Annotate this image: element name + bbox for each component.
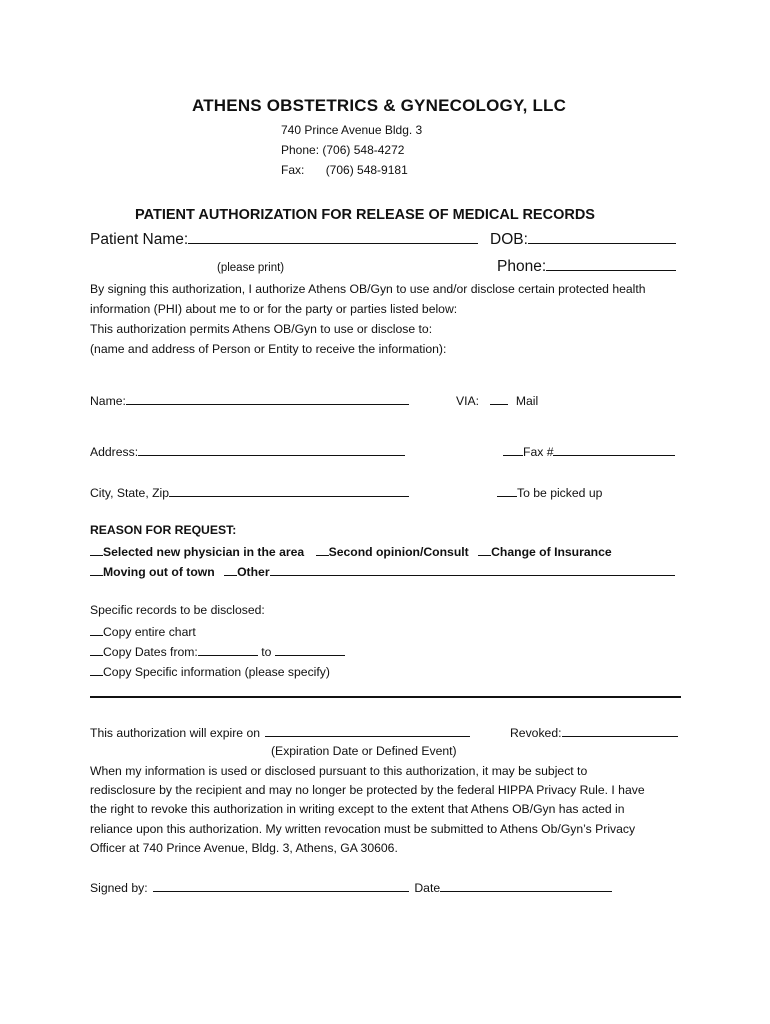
patient-name-row <box>90 231 478 249</box>
recipient-name-field[interactable] <box>126 392 409 405</box>
copy-dates-label: Copy Dates from: <box>103 645 198 659</box>
notice-line-4: reliance upon this authorization. My written revocation must be submitted to Athens Ob/Gyn’s Privacy <box>90 822 636 836</box>
reason-other-label: Other <box>237 565 270 579</box>
city-state-zip-field[interactable] <box>169 484 409 497</box>
copy-specific-label: Copy Specific information (please specify) <box>103 665 330 679</box>
recipient-address-label: Address: <box>90 445 139 459</box>
reason-moving-label: Moving out of town <box>103 565 215 579</box>
phone-line: Phone: (706) 548-4272 <box>281 143 405 157</box>
via-row <box>456 392 538 408</box>
records-row-2 <box>90 643 345 659</box>
records-row-1 <box>90 623 196 639</box>
fax-number: (706) 548-9181 <box>325 163 408 177</box>
notice-line-5: Officer at 740 Prince Avenue, Bldg. 3, Athens, GA 30606. <box>90 841 398 855</box>
notice-line-1: When my information is used or disclosed pursuant to this authorization, it may be subject to <box>90 764 588 778</box>
signature-row <box>90 879 612 895</box>
signed-by-label: Signed by: <box>90 881 148 895</box>
reason-new-physician-checkbox[interactable] <box>90 543 103 556</box>
dob-label: DOB: <box>490 231 528 248</box>
dates-to-field[interactable] <box>275 643 345 656</box>
fax-label: Fax: <box>281 163 305 177</box>
copy-entire-chart-checkbox[interactable] <box>90 623 103 636</box>
reason-heading: REASON FOR REQUEST: <box>90 523 237 537</box>
dob-field[interactable] <box>528 231 676 244</box>
reason-insurance-checkbox[interactable] <box>478 543 491 556</box>
records-heading: Specific records to be disclosed: <box>90 603 265 617</box>
intro-line-4: (name and address of Person or Entity to receive the information): <box>90 342 447 356</box>
copy-entire-chart-label: Copy entire chart <box>103 625 196 639</box>
expiry-label: This authorization will expire on <box>90 726 261 740</box>
expiry-sub-label: (Expiration Date or Defined Event) <box>271 744 457 758</box>
signature-date-field[interactable] <box>440 879 612 892</box>
intro-line-3: This authorization permits Athens OB/Gyn to use or disclose to: <box>90 322 433 336</box>
dob-row <box>490 231 676 249</box>
reason-moving-checkbox[interactable] <box>90 563 103 576</box>
copy-dates-checkbox[interactable] <box>90 643 103 656</box>
patient-name-field[interactable] <box>188 231 478 244</box>
recipient-name-row <box>90 392 409 408</box>
reason-new-physician-label: Selected new physician in the area <box>103 545 305 559</box>
revoked-field[interactable] <box>562 724 678 737</box>
revoked-row <box>510 724 678 740</box>
fax-option-row <box>503 443 675 459</box>
reason-insurance-label: Change of Insurance <box>491 545 612 559</box>
notice-line-2: redisclosure by the recipient and may no longer be protected by the federal HIPPA Privacy Rule. I have <box>90 783 645 797</box>
reason-second-opinion-checkbox[interactable] <box>316 543 329 556</box>
mail-checkbox[interactable] <box>490 392 508 405</box>
fax-number-field[interactable] <box>553 443 675 456</box>
fax-checkbox[interactable] <box>503 443 523 456</box>
pickup-checkbox[interactable] <box>497 484 517 497</box>
revoked-label: Revoked: <box>510 726 562 740</box>
recipient-address-row <box>90 443 405 459</box>
expiry-row <box>90 724 470 740</box>
recipient-address-field[interactable] <box>138 443 405 456</box>
via-label: VIA: <box>456 394 480 408</box>
intro-line-1: By signing this authorization, I authorize Athens OB/Gyn to use and/or disclose certain protected health <box>90 282 646 296</box>
print-hint: (please print) <box>217 262 285 274</box>
phone-row <box>497 258 676 276</box>
recipient-name-label: Name: <box>90 394 126 408</box>
form-title: PATIENT AUTHORIZATION FOR RELEASE OF MEDICAL RECORDS <box>135 207 595 223</box>
patient-phone-label: Phone: <box>497 258 547 275</box>
pickup-option-row <box>497 484 602 500</box>
reason-other-checkbox[interactable] <box>224 563 237 576</box>
practice-name: ATHENS OBSTETRICS & GYNECOLOGY, LLC <box>192 96 567 115</box>
records-row-3 <box>90 663 330 679</box>
dates-from-field[interactable] <box>198 643 258 656</box>
mail-label: Mail <box>515 394 539 408</box>
city-state-zip-label: City, State, Zip <box>90 486 170 500</box>
address-line: 740 Prince Avenue Bldg. 3 <box>281 123 423 137</box>
reason-second-opinion-label: Second opinion/Consult <box>328 545 469 559</box>
pickup-label: To be picked up <box>517 486 603 500</box>
notice-line-3: the right to revoke this authorization in writing except to the extent that Athens OB/Gyn has acted in <box>90 802 625 816</box>
fax-line <box>281 160 408 180</box>
copy-specific-checkbox[interactable] <box>90 663 103 676</box>
city-state-zip-row <box>90 484 409 500</box>
intro-line-2: information (PHI) about me to or for the party or parties listed below: <box>90 302 458 316</box>
expiry-field[interactable] <box>265 724 470 737</box>
signature-field[interactable] <box>153 879 409 892</box>
date-label: Date <box>414 881 441 895</box>
fax-option-label: Fax # <box>523 445 554 459</box>
patient-phone-field[interactable] <box>546 258 676 271</box>
dates-to-label: to <box>261 645 272 659</box>
reason-row-2 <box>90 563 675 579</box>
patient-name-label: Patient Name: <box>90 231 189 248</box>
reason-other-field[interactable] <box>270 563 675 576</box>
specify-field-line[interactable] <box>90 696 681 698</box>
reason-row-1 <box>90 543 612 559</box>
